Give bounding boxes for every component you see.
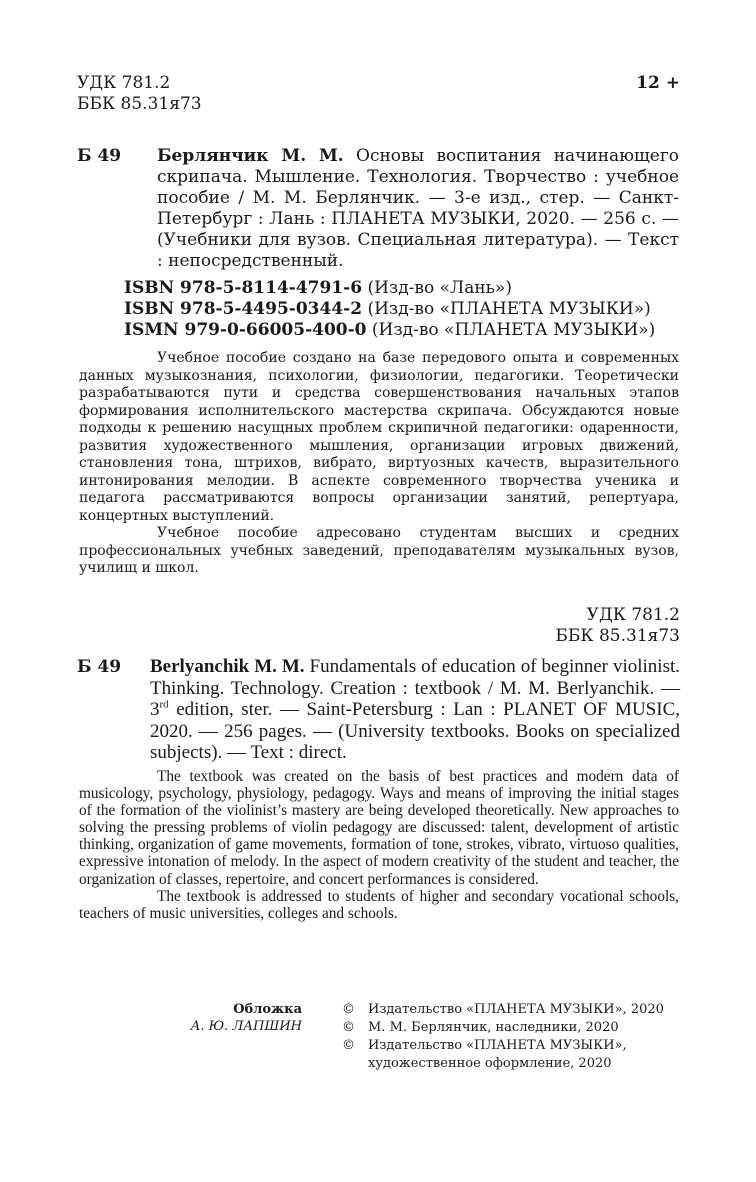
header-udk: УДК 781.2 xyxy=(77,73,171,93)
header-codes xyxy=(77,73,202,115)
ru-author: Берлянчик М. М. xyxy=(157,146,344,166)
isbn-line xyxy=(124,278,655,299)
en-edition-superscript: rd xyxy=(159,698,169,711)
copyright-text: художественное оформление, 2020 xyxy=(368,1056,612,1071)
cover-designer: А. Ю. ЛАПШИН xyxy=(190,1019,302,1034)
isbn-publisher: (Изд-во «ПЛАНЕТА МУЗЫКИ») xyxy=(367,299,651,319)
ru-classification-codes xyxy=(480,605,680,647)
ru-bbk: ББК 85.31я73 xyxy=(555,626,680,646)
en-entry-text-1: Fundamentals of education of beginner violinist. Thinking. Technology. Creation : textbook / M. M. Berlyanchik. — 3 xyxy=(150,656,681,720)
ru-entry-text: Основы воспитания начинающего скрипача. Мышление. Технология. Творчество : учебное пособие / М. М. Берлянчик. — 3-е изд., стер. — Санкт-Петербург : Лань : ПЛАНЕТА МУЗЫКИ, 2020. — 256 с. — (Учебники для вузов. Специальная литература). — Текст : непосредственный. xyxy=(157,146,680,271)
copyright-text: Издательство «ПЛАНЕТА МУЗЫКИ», xyxy=(368,1038,627,1053)
header-bbk: ББК 85.31я73 xyxy=(77,94,202,114)
isbn-line xyxy=(124,299,655,320)
ru-udk: УДК 781.2 xyxy=(586,605,680,625)
en-author: Berlyanchik M. M. xyxy=(150,656,305,677)
isbn-number: ISBN 978-5-4495-0344-2 xyxy=(124,299,363,319)
copyright-line-continued xyxy=(342,1055,682,1073)
isbn-list xyxy=(124,278,655,341)
ru-abstract xyxy=(79,350,679,578)
copyright-text: Издательство «ПЛАНЕТА МУЗЫКИ», 2020 xyxy=(368,1002,664,1017)
en-entry-text-2: edition, ster. — Saint-Petersburg : Lan : PLANET OF MUSIC, 2020. — 256 pages. — (University textbooks. Books on specialized subjects). — Text : direct. xyxy=(150,699,680,763)
copyright-line xyxy=(342,1037,682,1055)
copyright-line xyxy=(342,1001,682,1019)
en-abstract-paragraph-2: The textbook is addressed to students of higher and secondary vocational schools, teachers of music universities, colleges and schools. xyxy=(79,887,679,922)
en-bibliographic-entry xyxy=(150,656,680,764)
ru-abstract-paragraph-2: Учебное пособие адресовано студентам высших и средних профессиональных учебных заведений, преподавателям музыкальных вузов, училищ и школ. xyxy=(79,525,679,576)
ru-catalog-code: Б 49 xyxy=(77,146,122,166)
ismn-publisher: (Изд-во «ПЛАНЕТА МУЗЫКИ») xyxy=(371,320,656,340)
isbn-number: ISBN 978-5-8114-4791-6 xyxy=(124,278,363,298)
en-abstract xyxy=(79,768,679,922)
ismn-line xyxy=(124,320,655,341)
isbn-publisher: (Изд-во «Лань») xyxy=(367,278,512,298)
copyright-text: М. М. Берлянчик, наследники, 2020 xyxy=(368,1020,619,1035)
en-catalog-code: Б 49 xyxy=(77,657,122,677)
cover-title: Обложка xyxy=(233,1002,302,1017)
copyright-symbol: © xyxy=(342,1038,355,1053)
copyright-line xyxy=(342,1019,682,1037)
copyright-block xyxy=(342,1001,682,1073)
copyright-symbol: © xyxy=(342,1020,355,1035)
ru-bibliographic-entry xyxy=(157,146,679,272)
en-abstract-paragraph-1: The textbook was created on the basis of best practices and modern data of musicology, psychology, physiology, pedagogy. Ways and means of improving the initial stages of the formation of the violinist’s mastery are being developed theoretically. New approaches to solving the pressing problems of violin pedagogy are discussed: talent, development of artistic thinking, organization of game movements, formation of tone, strokes, vibrato, virtuoso qualities, expressive intonation of melody. In the aspect of modern creativity of the student and teacher, the organization of classes, repertoire, and concert performances is considered. xyxy=(79,768,679,888)
ismn-number: ISMN 979-0-66005-400-0 xyxy=(124,320,367,340)
copyright-symbol: © xyxy=(342,1002,355,1017)
cover-credit xyxy=(180,1001,302,1035)
ru-abstract-paragraph-1: Учебное пособие создано на базе передового опыта и современных данных музыкознания, психологии, физиологии, педагогики. Теоретически разрабатываются пути и средства совершенствования начальных этапов формирования исполнительского мастерства скрипача. Обсуждаются новые подходы к решению насущных проблем скрипичной педагогики: одаренности, развития художественного мышления, организации игровых движений, становления тона, штрихов, вибрато, виртуозных качеств, выразительного интонирования мелодии. В аспекте современного творчества ученика и педагога рассматриваются вопросы организации занятий, репертуара, концертных выступлений. xyxy=(79,350,679,524)
age-rating: 12 + xyxy=(636,73,680,93)
